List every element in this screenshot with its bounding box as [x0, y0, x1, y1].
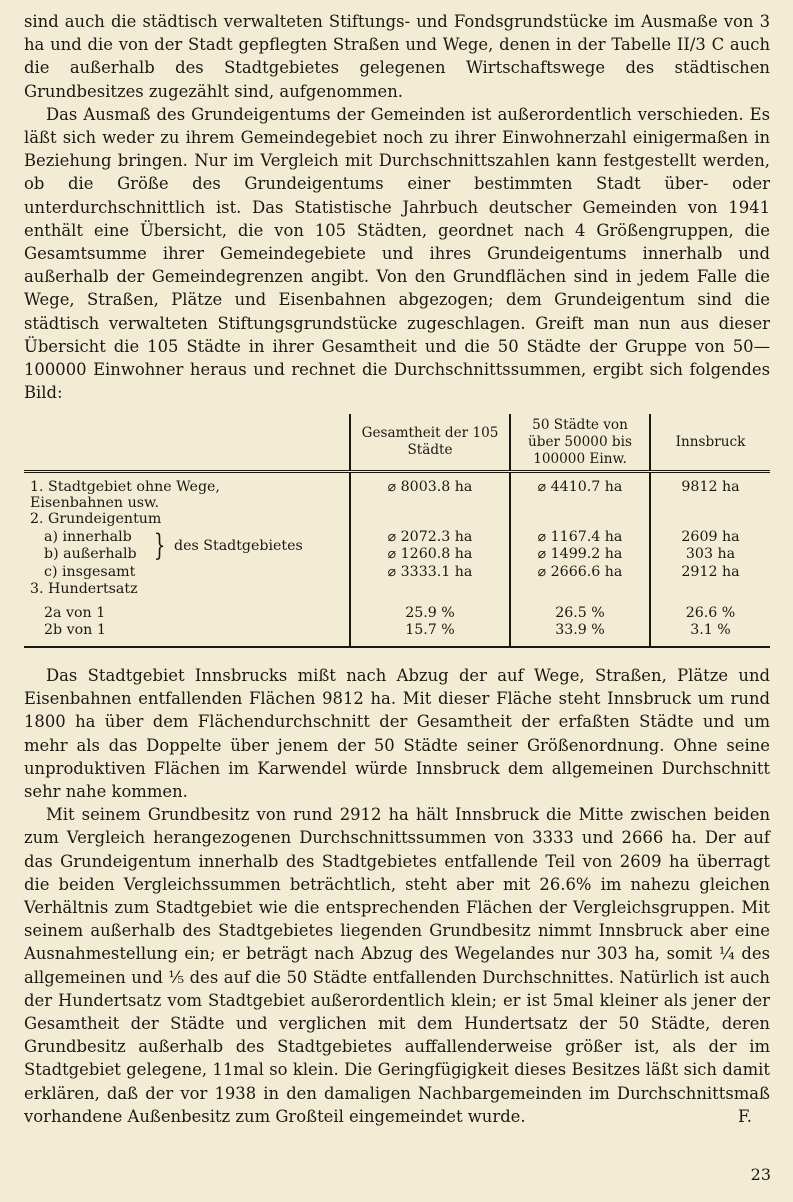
cell: ⌀ 1167.4 ha — [510, 529, 650, 547]
cell: 2912 ha — [650, 564, 770, 582]
cell: ⌀ 4410.7 ha — [510, 479, 650, 511]
landholding-paragraph — [24, 803, 770, 1128]
row-label-inside: a) innerhalb — [44, 528, 132, 545]
brace-label: des Stadtgebietes — [174, 537, 303, 554]
header-innsbruck: Innsbruck — [650, 414, 770, 472]
landholding-text: Mit seinem Grundbesitz von rund 2912 ha hält Innsbruck die Mitte zwischen beiden zum Vergleich herangezogenen Durchschnittssummen von 3333 und 2666 ha. Der auf das Grundeigentum innerhalb des Stadtgebietes entfallende Teil von 2609 ha überragt die beiden Vergleichssummen beträchtlich, steht aber mit 26.6% im nahezu gleichen Verhältnis zum Stadtgebiet wie die entsprechenden Flächen der Vergleichsgruppen. Mit seinem außerhalb des Stadtgebietes liegenden Grundbesitz nimmt Innsbruck aber eine Ausnahmestellung ein; er beträgt nach Abzug des Wegelandes nur 303 ha, somit ¼ des allgemeinen und ⅕ des auf die 50 Städte entfallenden Durchschnittes. Natürlich ist auch der Hundertsatz vom Stadtgebiet außerordentlich klein; er ist 5mal kleiner als jener der Gesamtheit der Städte und verglichen mit dem Hundertsatz der 50 Städte, deren Grundbesitz außerhalb des Stadtgebietes auffallenderweise größer ist, als der im Stadtgebiet gelegene, 11mal so klein. Die Geringfügigkeit dieses Besitzes läßt sich damit erklären, daß der vor 1938 in den damaligen Nachbargemeinden im Durchschnittsmaß vorhandene Außenbesitz zum Großteil eingemeindet wurde. — [24, 805, 770, 1126]
cell: 9812 ha — [650, 479, 770, 511]
brace-icon: } — [153, 527, 166, 563]
table-row — [24, 581, 770, 599]
page-number: 23 — [750, 1165, 771, 1184]
cell: 25.9 % — [350, 605, 510, 623]
row-label-2b-of-1: 2b von 1 — [44, 622, 106, 639]
comparison-table — [24, 414, 770, 648]
intro-paragraph: sind auch die städtisch verwalteten Stiftungs- und Fondsgrundstücke im Ausmaße von 3 ha und die von der Stadt gepflegten Straßen und Wege, denen in der Tabelle II/3 C auch die außerhalb des Stadtgebietes gelegenen Wirtschaftswege des städtischen Grundbesitzes zugezählt sind, aufgenommen. — [24, 12, 770, 101]
row-label-area: 1. Stadtgebiet ohne Wege, Eisenbahnen usw. — [30, 479, 220, 512]
cell: ⌀ 8003.8 ha — [350, 479, 510, 511]
table-row — [24, 605, 770, 623]
header-50-cities: 50 Städte von über 50000 bis 100000 Einw. — [510, 414, 650, 472]
table-row — [24, 479, 770, 511]
author-signature: F. — [737, 1106, 752, 1126]
cell: ⌀ 2072.3 ha — [350, 529, 510, 547]
table-row — [24, 564, 770, 582]
cell: ⌀ 1260.8 ha — [350, 546, 510, 564]
table-header-row — [24, 414, 770, 472]
row-label-percentage: 3. Hundertsatz — [30, 581, 138, 598]
cell: 33.9 % — [510, 622, 650, 646]
header-blank — [24, 414, 350, 472]
cell: ⌀ 1499.2 ha — [510, 546, 650, 564]
table-row — [24, 511, 770, 529]
cell: 26.5 % — [510, 605, 650, 623]
header-105-cities: Gesamtheit der 105 Städte — [350, 414, 510, 472]
row-label-total: c) insgesamt — [44, 563, 136, 580]
table-row — [24, 529, 770, 547]
comparison-paragraph: Das Ausmaß des Grundeigentums der Gemeinden ist außerordentlich verschieden. Es läßt sich weder zu ihrem Gemeindegebiet noch zu ihrer Einwohnerzahl einigermaßen in Beziehung bringen. Nur im Vergleich mit Durchschnittszahlen kann festgestellt werden, ob die Größe des Grundeigentums einer bestimmten Stadt über- oder unterdurchschnittlich ist. Das Statistische Jahrbuch deutscher Gemeinden von 1941 enthält eine Übersicht, die von 105 Städten, geordnet nach 4 Größengruppen, die Gesamtsumme ihrer Gemeindegebiete und ihres Grundeigentums innerhalb und außerhalb der Gemeindegrenzen angibt. Von den Grundflächen sind in jedem Falle die Wege, Straßen, Plätze und Eisenbahnen abgezogen; dem Grundeigentum sind die städtisch verwalteten Stiftungsgrundstücke zugeschlagen. Greift man nun aus dieser Übersicht die 105 Städte in ihrer Gesamtheit und die 50 Städte der Gruppe von 50—100000 Einwohner heraus und rechnet die Durchschnittssummen, ergibt sich folgendes Bild: — [24, 104, 770, 403]
cell: 15.7 % — [350, 622, 510, 646]
row-label-ownership: 2. Grundeigentum — [30, 511, 162, 528]
table-bottom-rule — [24, 646, 770, 648]
table-row — [24, 622, 770, 646]
cell: 3.1 % — [650, 622, 770, 646]
table-row — [24, 546, 770, 564]
cell: ⌀ 2666.6 ha — [510, 564, 650, 582]
cell: ⌀ 3333.1 ha — [350, 564, 510, 582]
row-label-2a-of-1: 2a von 1 — [44, 604, 106, 621]
cell: 26.6 % — [650, 605, 770, 623]
page-body — [24, 10, 770, 1128]
cell: 2609 ha — [650, 529, 770, 547]
cell: 303 ha — [650, 546, 770, 564]
row-label-outside: b) außerhalb — [44, 546, 137, 563]
innsbruck-area-paragraph: Das Stadtgebiet Innsbrucks mißt nach Abzug der auf Wege, Straßen, Plätze und Eisenbahnen entfallenden Flächen 9812 ha. Mit dieser Fläche steht Innsbruck um rund 1800 ha über dem Flächendurchschnitt der Gesamtheit der erfaßten Städte und um mehr als das Doppelte über jenem der 50 Städte seiner Größenordnung. Ohne seine unproduktiven Flächen im Karwendel würde Innsbruck dem allgemeinen Durchschnitt sehr nahe kommen. — [24, 665, 770, 801]
